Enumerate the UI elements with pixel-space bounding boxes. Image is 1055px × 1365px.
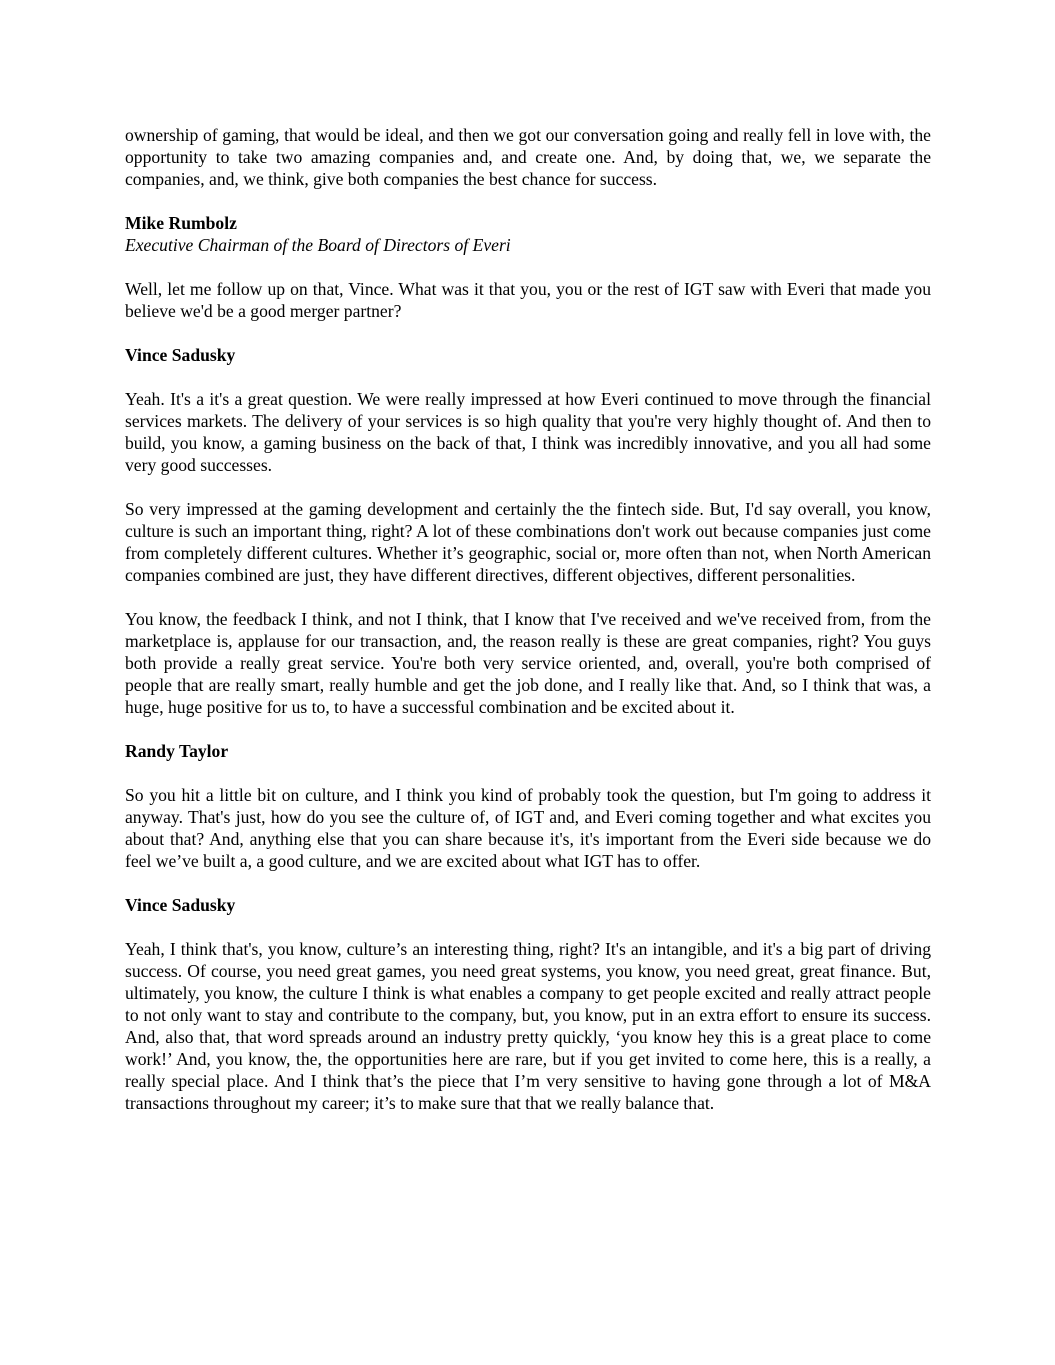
speaker-block-vince-sadusky-2 (125, 894, 931, 1114)
speaker-block-mike-rumbolz (125, 212, 931, 322)
intro-paragraph: ownership of gaming, that would be ideal, and then we got our conversation going and really fell in love with, the opportunity to take two amazing companies and, and create one. And, by doing that, we, we separate the companies, and, we think, give both companies the best chance for success. (125, 125, 931, 189)
speech-paragraph: Well, let me follow up on that, Vince. What was it that you, you or the rest of IGT saw with Everi that made you believe we'd be a good merger partner? (125, 279, 931, 321)
speaker-role: Executive Chairman of the Board of Directors of Everi (125, 235, 511, 255)
speaker-name: Mike Rumbolz (125, 213, 237, 233)
speech-paragraph: Yeah, I think that's, you know, culture’s an interesting thing, right? It's an intangible, and it's a big part of driving success. Of course, you need great games, you need great systems, you know, you need great, great finance. But, ultimately, you know, the culture I think is what enables a company to get people excited and really attract people to not only want to stay and contribute to the company, but, you know, put in an extra effort to ensure its success. And, also that, that word spreads around an industry pretty quickly, ‘you know hey this is a great place to come work!’ And, you know, the, the opportunities here are rare, but if you get invited to come here, this is a really, a really special place. And I think that’s the piece that I’m very sensitive to having gone through a lot of M&A transactions throughout my career; it’s to make sure that that we really balance that. (125, 939, 931, 1113)
speaker-block-randy-taylor (125, 740, 931, 872)
speech-paragraph: So you hit a little bit on culture, and I think you kind of probably took the question, but I'm going to address it anyway. That's just, how do you see the culture of, of IGT and, and Everi coming together and what excites you about that? And, anything else that you can share because it's, it's important from the Everi side because we do feel we’ve built a, a good culture, and we are excited about what IGT has to offer. (125, 785, 931, 871)
speaker-block-vince-sadusky-1 (125, 344, 931, 718)
speaker-name: Randy Taylor (125, 741, 229, 761)
speaker-name: Vince Sadusky (125, 345, 236, 365)
speech-paragraph: You know, the feedback I think, and not I think, that I know that I've received and we've received from, from the marketplace is, applause for our transaction, and, the reason really is these are great companies, right? You guys both provide a really great service. You're both very service oriented, and, overall, you're both comprised of people that are really smart, really humble and get the job done, and I really like that. And, so I think that was, a huge, huge positive for us to, to have a successful combination and be excited about it. (125, 609, 931, 717)
speech-paragraph: So very impressed at the gaming development and certainly the the fintech side. But, I'd say overall, you know, culture is such an important thing, right? A lot of these combinations don't work out because companies just come from completely different cultures. Whether it’s geographic, social or, more often than not, when North American companies combined are just, they have different directives, different objectives, different personalities. (125, 499, 931, 585)
speech-paragraph: Yeah. It's a it's a great question. We were really impressed at how Everi continued to move through the financial services markets. The delivery of your services is so high quality that you're very highly thought of. And then to build, you know, a gaming business on the back of that, I think was incredibly innovative, and you all had some very good successes. (125, 389, 931, 475)
speaker-name: Vince Sadusky (125, 895, 236, 915)
document-page (125, 124, 931, 1136)
